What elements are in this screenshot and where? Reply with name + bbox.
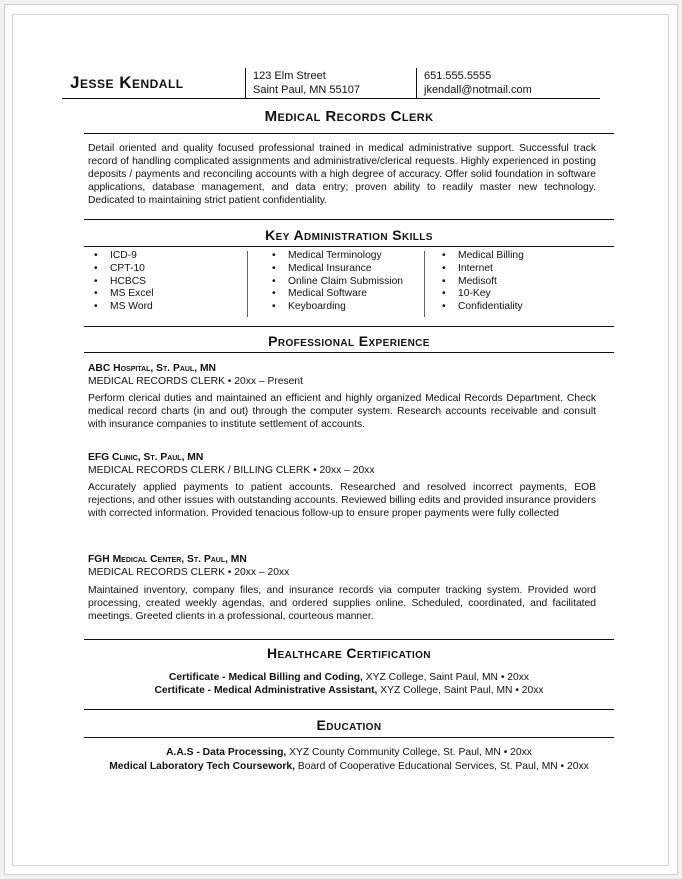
skill-item: • Internet — [438, 263, 524, 276]
employer: ABC Hospital, St. Paul, MN — [88, 363, 216, 374]
resume-title: Medical Records Clerk — [264, 108, 434, 125]
section-rule — [84, 219, 614, 220]
skill-item: • HCBCS — [90, 276, 154, 289]
section-rule — [84, 639, 614, 640]
skill-item: • MS Excel — [90, 288, 154, 301]
skill-item: • Keyboarding — [268, 301, 403, 314]
section-rule — [84, 737, 614, 738]
header-rule — [62, 98, 600, 99]
certification-item: Certificate - Medical Billing and Coding, XYZ College, Saint Paul, MN • 20xx — [168, 672, 530, 683]
phone: 651.555.5555 — [424, 70, 492, 82]
address-line2: Saint Paul, MN 55107 — [253, 84, 361, 96]
skill-item: • Online Claim Submission — [268, 276, 403, 289]
section-rule — [84, 709, 614, 710]
job-header — [88, 451, 374, 477]
skill-item: • CPT-10 — [90, 263, 154, 276]
education-item: A.A.S - Data Processing, XYZ County Community College, St. Paul, MN • 20xx — [166, 747, 532, 758]
job-role: MEDICAL RECORDS CLERK / BILLING CLERK • 20xx – 20xx — [88, 465, 375, 476]
job-header — [88, 362, 303, 388]
job-description: Accurately applied payments to patient accounts. Researched and resolved incorrect payments, EOB rejections, and other issues with outstanding accounts. Reviewed billing edits and provided insurance providers with corrected information. Provided tenacious follow-up to ensure proper payments were fully collected — [88, 482, 596, 519]
skills-divider — [424, 251, 425, 317]
skill-item: • 10-Key — [438, 288, 524, 301]
section-rule — [84, 133, 614, 134]
email: jkendall@notmail.com — [424, 84, 532, 96]
certification-heading: Healthcare Certification — [267, 645, 431, 661]
job-description: Perform clerical duties and maintained an efficient and highly organized Medical Records Department. Check medical record charts (in and out) through the computer system. Research accounts receivable and consult with insurance companies to institute settlement of accounts. — [88, 393, 596, 430]
address — [253, 69, 360, 97]
certification-item: Certificate - Medical Administrative Assistant, XYZ College, Saint Paul, MN • 20xx — [154, 685, 544, 696]
education-item: Medical Laboratory Tech Coursework, Board of Cooperative Educational Services, St. Paul, MN • 20xx — [109, 761, 589, 772]
header-divider — [416, 68, 417, 98]
skill-item: • ICD-9 — [90, 250, 154, 263]
contact-info — [424, 69, 532, 97]
skill-item: • MS Word — [90, 301, 154, 314]
section-rule — [84, 326, 614, 327]
skill-item: • Medical Insurance — [268, 263, 403, 276]
section-rule — [84, 352, 614, 353]
experience-heading: Professional Experience — [268, 333, 430, 349]
employer: EFG Clinic, St. Paul, MN — [88, 452, 204, 463]
skill-item: • Medical Terminology — [268, 250, 403, 263]
section-rule — [84, 246, 614, 247]
header-divider — [245, 68, 246, 98]
job-role: MEDICAL RECORDS CLERK • 20xx – 20xx — [88, 567, 290, 578]
skills-column-3 — [438, 250, 524, 314]
skills-heading: Key Administration Skills — [265, 227, 433, 243]
employer: FGH Medical Center, St. Paul, MN — [88, 554, 247, 565]
skill-item: • Medical Billing — [438, 250, 524, 263]
skills-column-2 — [268, 250, 403, 314]
summary-paragraph: Detail oriented and quality focused professional trained in medical administrative support. Successful track record of handling complicated assignments and administrative/clerical requests. Highly experienced in posting deposits / payments and reconciling accounts with a high degree of accuracy. Offer solid foundation in software applications, database management, and data entry; proven ability to readily master new technology. Dedicated to maintaining strict patient confidentiality. — [88, 143, 596, 206]
skill-item: • Medisoft — [438, 276, 524, 289]
education-heading: Education — [316, 717, 382, 733]
skills-column-1 — [90, 250, 154, 314]
skill-item: • Confidentiality — [438, 301, 524, 314]
applicant-name: Jesse Kendall — [70, 73, 184, 92]
job-header — [88, 553, 289, 579]
address-line1: 123 Elm Street — [253, 70, 326, 82]
job-role: MEDICAL RECORDS CLERK • 20xx – Present — [88, 376, 303, 387]
job-description: Maintained inventory, company files, and insurance records via computer tracking system. Provided word processing, created weekly agendas, and ordered supplies online. Scheduled, coordinated, and facilitated meetings. Greeted clients in a professional, courteous manner. — [88, 585, 596, 622]
skills-divider — [247, 251, 248, 317]
skill-item: • Medical Software — [268, 288, 403, 301]
